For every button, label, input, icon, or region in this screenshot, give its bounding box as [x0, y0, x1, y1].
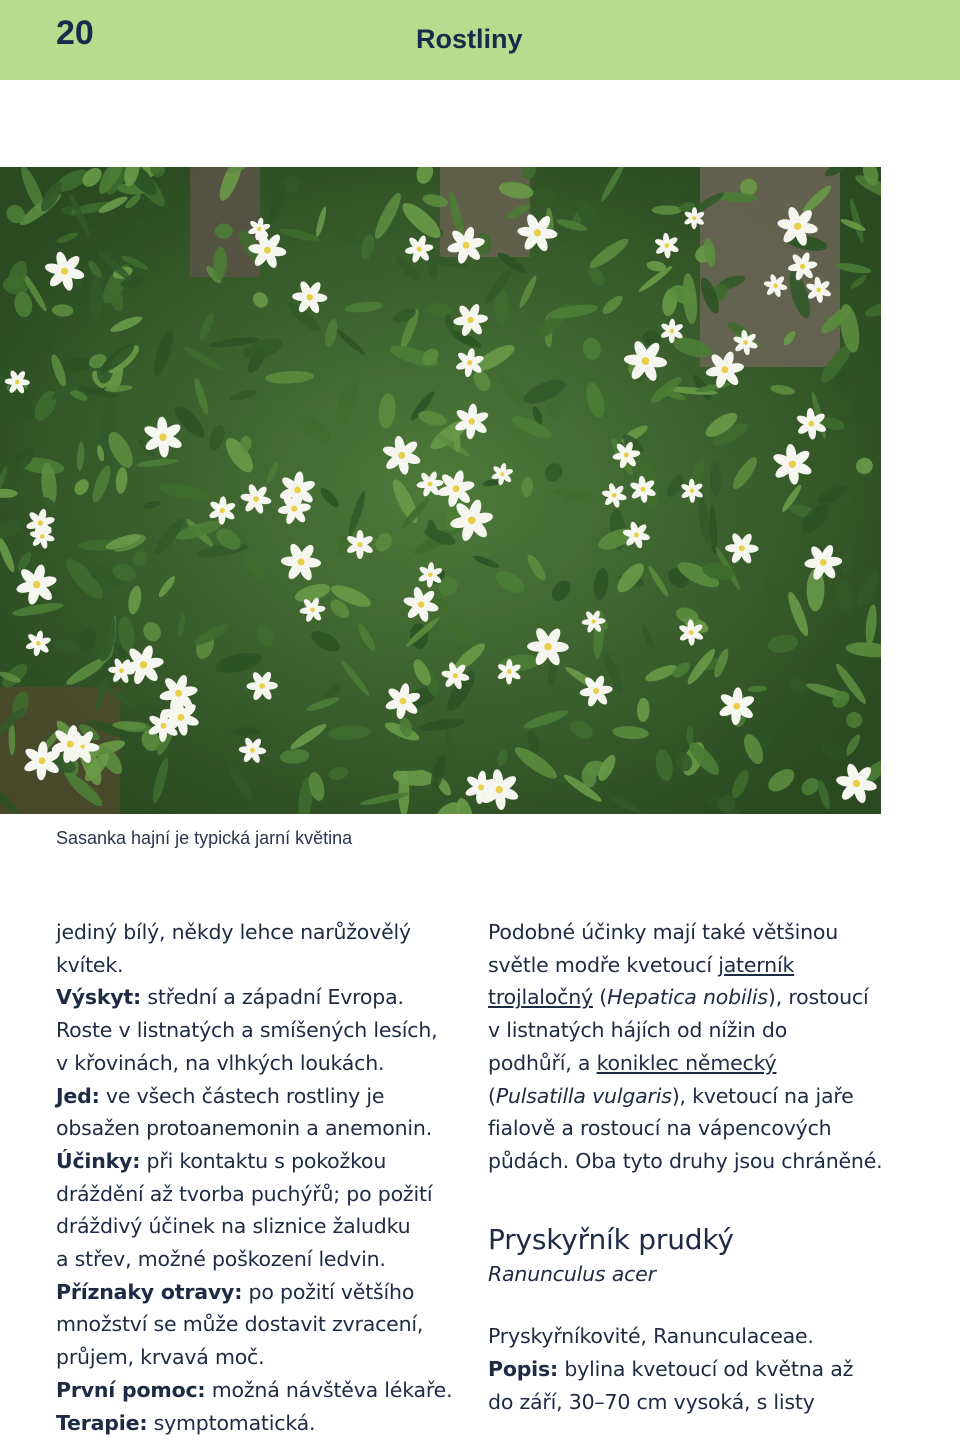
hepatica-link-cont: trojlaločný: [488, 985, 593, 1010]
pulsatilla-link: koniklec německý: [596, 1050, 777, 1075]
description-line: [488, 1353, 908, 1386]
section-title: Rostliny: [416, 24, 523, 54]
therapy-line: [56, 1407, 466, 1440]
text-line: obsažen protoanemonin a anemonin.: [56, 1116, 433, 1141]
description-text: bylina kvetoucí od května až: [558, 1357, 854, 1382]
page-number: 20: [56, 14, 94, 52]
wood-anemone-photo: [0, 167, 881, 814]
text-line: Roste v listnatých a smíšených lesích,: [56, 1018, 438, 1043]
occurrence-label: Výskyt:: [56, 985, 142, 1010]
text-line: půdách. Oba tyto druhy jsou chráněné.: [488, 1148, 883, 1173]
hepatica-link: jaterník: [718, 952, 795, 977]
photo-caption: Sasanka hajní je typická jarní květina: [56, 828, 353, 848]
description-label: Popis:: [488, 1357, 559, 1382]
leaf: [710, 462, 721, 496]
first-aid-text: možná návštěva lékaře.: [205, 1377, 453, 1402]
page-header: [0, 0, 960, 80]
text-line: [488, 1080, 908, 1113]
effects-line: [56, 1145, 466, 1178]
symptoms-line: [56, 1276, 466, 1309]
text-fragment: (: [592, 985, 608, 1010]
text-fragment: ), kvetoucí na jaře: [671, 1083, 854, 1108]
text-line: množství se může dostavit zvracení,: [56, 1312, 424, 1337]
text-fragment: podhůří, a: [488, 1050, 597, 1075]
poison-line: [56, 1080, 466, 1113]
leaf: [533, 190, 557, 203]
right-column: [488, 916, 908, 1418]
family-line: Pryskyřníkovité, Ranunculaceae.: [488, 1324, 814, 1349]
text-line: [488, 949, 908, 982]
text-line: dráždění až tvorba puchýřů; po požití: [56, 1181, 433, 1206]
left-column: [56, 916, 466, 1439]
hepatica-latin: Hepatica nobilis: [607, 985, 768, 1010]
text-fragment: ), rostoucí: [767, 985, 869, 1010]
text-line: a střev, možné poškození ledvin.: [56, 1247, 386, 1272]
leaf: [652, 205, 682, 214]
text-line: Podobné účinky mají také většinou: [488, 920, 838, 944]
text-line: v křovinách, na vlhkých loukách.: [56, 1050, 385, 1075]
text-line: jediný bílý, někdy lehce narůžovělý: [56, 920, 411, 944]
text-line: dráždivý účinek na sliznice žaludku: [56, 1214, 411, 1239]
symptoms-label: Příznaky otravy:: [56, 1279, 243, 1304]
species-latin: Ranunculus acer: [488, 1261, 656, 1286]
first-aid-line: [56, 1374, 466, 1407]
text-line: průjem, krvavá moč.: [56, 1345, 265, 1370]
occurrence-text: střední a západní Evropa.: [141, 985, 404, 1010]
pulsatilla-latin: Pulsatilla vulgaris: [495, 1083, 672, 1108]
text-line: fialově a rostoucí na vápencových: [488, 1116, 832, 1141]
text-fragment: (: [488, 1083, 496, 1108]
effects-label: Účinky:: [56, 1148, 141, 1173]
poison-label: Jed:: [56, 1083, 100, 1108]
first-aid-label: První pomoc:: [56, 1377, 206, 1402]
therapy-text: symptomatická.: [147, 1410, 316, 1435]
photo-illustration: [0, 167, 881, 814]
effects-text: při kontaktu s pokožkou: [140, 1148, 387, 1173]
species-heading: Pryskyřník prudký: [488, 1222, 734, 1256]
text-line: [488, 1047, 908, 1080]
occurrence-line: [56, 981, 466, 1014]
leaf: [89, 278, 103, 322]
poison-text: ve všech částech rostliny je: [99, 1083, 385, 1108]
text-line: [488, 981, 908, 1014]
text-fragment: světle modře kvetoucí: [488, 952, 719, 977]
symptoms-text: po požití většího: [242, 1279, 415, 1304]
text-line: do září, 30–70 cm vysoká, s listy: [488, 1389, 815, 1414]
therapy-label: Terapie:: [56, 1410, 148, 1435]
text-line: kvítek.: [56, 952, 124, 977]
text-line: v listnatých hájích od nížin do: [488, 1018, 788, 1043]
leaf: [687, 726, 694, 745]
